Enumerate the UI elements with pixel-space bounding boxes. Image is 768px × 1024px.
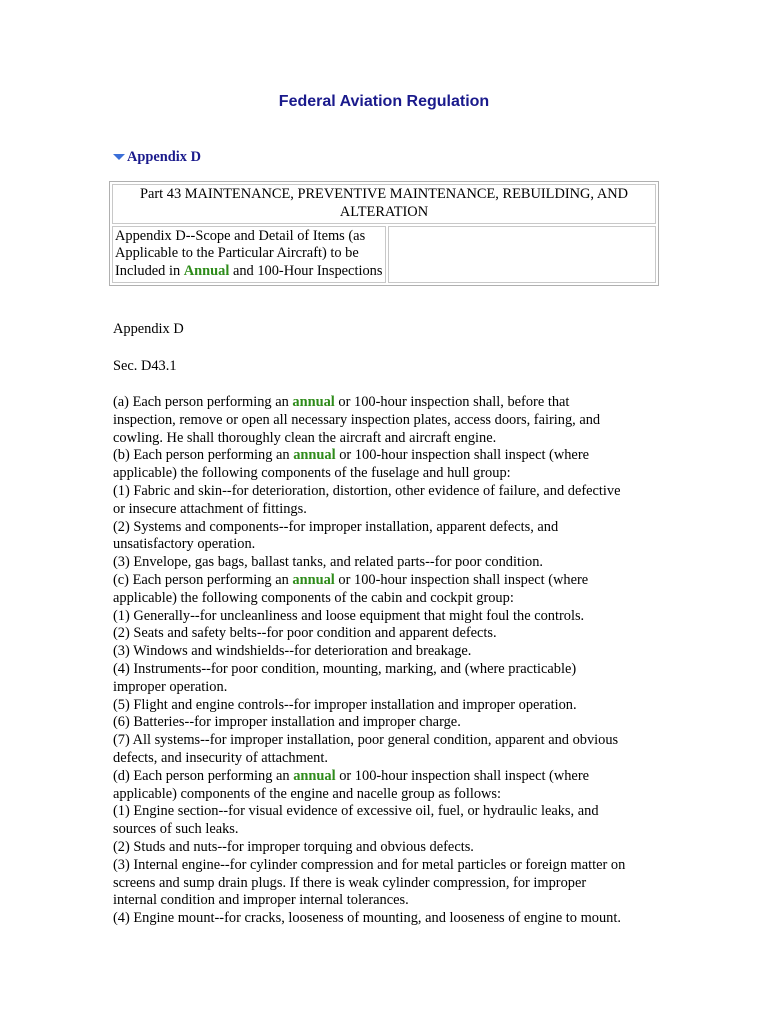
regulation-body [113,394,658,928]
line-text: (7) All systems--for improper installation, poor general condition, apparent and obvious [113,732,619,749]
line-text: sources of such leaks. [113,821,239,838]
line-text: (3) Windows and windshields--for deterioration and breakage. [113,643,472,660]
line-text: (4) Instruments--for poor condition, mounting, marking, and (where practicable) [113,660,577,677]
text-line [113,483,658,501]
line-text: (2) Seats and safety belts--for poor condition and apparent defects. [113,625,497,642]
text-line [113,465,658,483]
scope-cell [112,226,386,283]
empty-cell [388,226,656,283]
text-line [113,732,658,750]
line-text: applicable) components of the engine and nacelle group as follows: [113,785,502,802]
text-line [113,412,658,430]
line-text: internal condition and improper internal tolerances. [113,892,409,909]
text-line [113,501,658,519]
line-text: improper operation. [113,678,228,695]
text-line [113,536,658,554]
text-line [113,803,658,821]
line-text: (3) Internal engine--for cylinder compression and for metal particles or foreign matter on [113,856,626,873]
line-text: unsatisfactory operation. [113,536,256,553]
line-text: inspection, remove or open all necessary inspection plates, access doors, fairing, and [113,411,601,428]
line-text: (2) Studs and nuts--for improper torquing and obvious defects. [113,838,474,855]
line-text: (d) Each person performing an [113,767,294,784]
text-line [113,679,658,697]
text-line [113,608,658,626]
text-line [113,590,658,608]
text-line [113,519,658,537]
triangle-down-icon [113,154,125,160]
text-line [113,857,658,875]
text-line [113,697,658,715]
annual-highlight: annual [293,767,336,784]
line-text: (5) Flight and engine controls--for improper installation and improper operation. [113,696,577,713]
line-text: applicable) the following components of the cabin and cockpit group: [113,589,514,606]
line-text: defects, and insecurity of attachment. [113,749,328,766]
text-line [113,750,658,768]
line-text: (1) Generally--for uncleanliness and loose equipment that might foul the controls. [113,607,585,624]
page-title: Federal Aviation Regulation [278,93,490,110]
line-text: or 100-hour inspection shall inspect (where [335,767,589,784]
line-text: (c) Each person performing an [113,571,293,588]
text-line [113,892,658,910]
line-text: or insecure attachment of fittings. [113,500,307,517]
line-text: (6) Batteries--for improper installation and improper charge. [113,714,461,731]
text-line [113,786,658,804]
line-text: (a) Each person performing an [113,394,293,410]
annual-highlight: annual [292,571,335,588]
scope-text-after: and 100-Hour Inspections [229,263,383,280]
text-line [113,554,658,572]
line-text: or 100-hour inspection shall, before that [334,394,570,410]
header-table [109,181,659,286]
text-line [113,625,658,643]
line-text: or 100-hour inspection shall inspect (where [334,571,589,588]
appendix-heading: Appendix D [113,321,184,337]
line-text: screens and sump drain plugs. If there is weak cylinder compression, for improper [113,874,587,891]
appendix-toggle[interactable] [113,149,201,167]
line-text: cowling. He shall thoroughly clean the aircraft and aircraft engine. [113,429,497,446]
text-line [113,572,658,590]
appendix-toggle-label: Appendix D [127,149,201,165]
line-text: or 100-hour inspection shall inspect (where [335,447,589,464]
text-line [113,661,658,679]
line-text: (b) Each person performing an [113,447,294,464]
line-text: (4) Engine mount--for cracks, looseness of mounting, and looseness of engine to mount. [113,910,621,927]
line-text: (1) Engine section--for visual evidence of excessive oil, fuel, or hydraulic leaks, and [113,803,599,820]
text-line [113,910,658,928]
scope-highlight: Annual [183,263,230,280]
scope-text-before: Appendix D--Scope and Detail of Items (as Applicable to the Particular Aircraft) to be Included in [115,227,366,280]
line-text: (3) Envelope, gas bags, ballast tanks, and related parts--for poor condition. [113,554,543,571]
text-line [113,714,658,732]
text-line [113,768,658,786]
text-line [113,875,658,893]
line-text: (1) Fabric and skin--for deterioration, distortion, other evidence of failure, and defective [113,482,621,499]
line-text: applicable) the following components of the fuselage and hull group: [113,465,511,482]
text-line [113,821,658,839]
text-line [113,447,658,465]
text-line [113,394,658,412]
section-heading: Sec. D43.1 [113,358,177,374]
text-line [113,430,658,448]
annual-highlight: annual [293,447,336,464]
line-text: (2) Systems and components--for improper installation, apparent defects, and [113,518,559,535]
text-line [113,839,658,857]
text-line [113,643,658,661]
part-title-cell: Part 43 MAINTENANCE, PREVENTIVE MAINTENANCE, REBUILDING, AND ALTERATION [112,184,656,224]
annual-highlight: annual [292,394,335,410]
